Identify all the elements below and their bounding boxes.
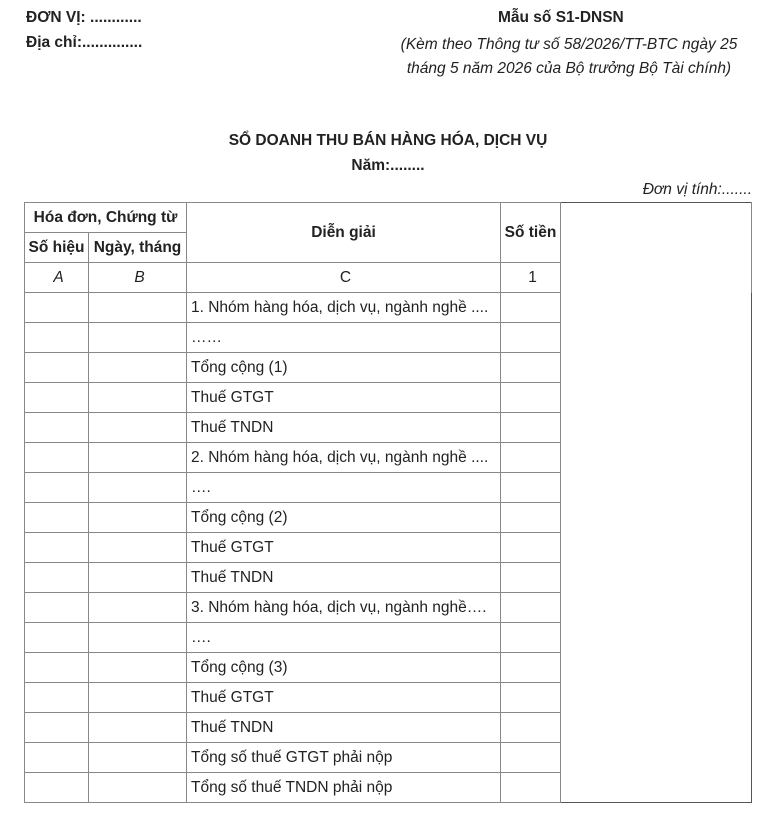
description-cell: 2. Nhóm hàng hóa, dịch vụ, ngành nghề ....: [187, 443, 501, 473]
invoice-number-cell: [25, 473, 89, 503]
amount-header: Số tiền: [501, 203, 561, 263]
invoice-number-cell: [25, 323, 89, 353]
table-row: [25, 743, 752, 773]
invoice-number-cell: [25, 533, 89, 563]
table-row: [25, 593, 752, 623]
regulation-note: (Kèm theo Thông tư số 58/2026/TT-BTC ngày 25 tháng 5 năm 2026 của Bộ trưởng Bộ Tài chính): [400, 36, 738, 77]
description-cell: Thuế GTGT: [187, 683, 501, 713]
invoice-date-cell: [89, 773, 187, 803]
description-cell: Tổng cộng (1): [187, 353, 501, 383]
invoice-date-cell: [89, 473, 187, 503]
invoice-number-cell: [25, 413, 89, 443]
description-cell: Tổng cộng (2): [187, 503, 501, 533]
amount-cell: [501, 623, 561, 653]
table-row: [25, 563, 752, 593]
table-row: [25, 623, 752, 653]
invoice-number-cell: [25, 353, 89, 383]
invoice-number-cell: [25, 683, 89, 713]
invoice-number-cell: [25, 593, 89, 623]
invoice-number-cell: [25, 503, 89, 533]
table-row: [25, 353, 752, 383]
invoice-number-cell: [25, 623, 89, 653]
amount-cell: [501, 683, 561, 713]
invoice-number-cell: [25, 773, 89, 803]
amount-cell: [501, 353, 561, 383]
invoice-date-cell: [89, 503, 187, 533]
invoice-date-cell: [89, 683, 187, 713]
description-cell: Tổng cộng (3): [187, 653, 501, 683]
invoice-number-cell: [25, 293, 89, 323]
amount-cell: [501, 743, 561, 773]
invoice-date-cell: [89, 563, 187, 593]
invoice-date-cell: [89, 713, 187, 743]
invoice-date-cell: [89, 443, 187, 473]
invoice-date-cell: [89, 623, 187, 653]
description-cell: 3. Nhóm hàng hóa, dịch vụ, ngành nghề….: [187, 593, 501, 623]
invoice-group-header: Hóa đơn, Chứng từ: [25, 203, 187, 233]
code-1: 1: [501, 263, 561, 293]
description-cell: Thuế TNDN: [187, 563, 501, 593]
amount-cell: [501, 773, 561, 803]
amount-cell: [501, 473, 561, 503]
description-cell: Thuế TNDN: [187, 713, 501, 743]
amount-cell: [501, 323, 561, 353]
amount-cell: [501, 383, 561, 413]
invoice-number-header: Số hiệu: [25, 233, 89, 263]
unit-label: ĐƠN VỊ: ............: [26, 9, 142, 26]
table-row: [25, 413, 752, 443]
invoice-number-cell: [25, 713, 89, 743]
table-row: [25, 533, 752, 563]
amount-cell: [501, 593, 561, 623]
invoice-date-cell: [89, 323, 187, 353]
table-row: [25, 323, 752, 353]
invoice-number-cell: [25, 743, 89, 773]
table-row: [25, 683, 752, 713]
code-b: B: [89, 263, 187, 293]
table-row: [25, 293, 752, 323]
table-row: [25, 443, 752, 473]
amount-cell: [501, 533, 561, 563]
form-code: Mẫu số S1-DNSN: [498, 9, 624, 26]
description-cell: Tổng số thuế GTGT phải nộp: [187, 743, 501, 773]
description-cell: Thuế TNDN: [187, 413, 501, 443]
description-cell: 1. Nhóm hàng hóa, dịch vụ, ngành nghề ....: [187, 293, 501, 323]
table-header-row: [25, 203, 752, 233]
invoice-date-cell: [89, 353, 187, 383]
invoice-date-cell: [89, 293, 187, 323]
amount-cell: [501, 293, 561, 323]
code-c: C: [187, 263, 501, 293]
invoice-number-cell: [25, 563, 89, 593]
table-row: [25, 713, 752, 743]
invoice-number-cell: [25, 383, 89, 413]
code-a: A: [25, 263, 89, 293]
blank-right-column: [561, 203, 752, 293]
description-cell: ……: [187, 323, 501, 353]
table-row: [25, 383, 752, 413]
currency-unit-label: Đơn vị tính:.......: [642, 181, 752, 198]
table-row: [25, 473, 752, 503]
description-cell: ….: [187, 473, 501, 503]
amount-cell: [501, 653, 561, 683]
amount-cell: [501, 713, 561, 743]
invoice-date-cell: [89, 653, 187, 683]
amount-cell: [501, 443, 561, 473]
invoice-number-cell: [25, 443, 89, 473]
invoice-date-cell: [89, 413, 187, 443]
invoice-date-cell: [89, 533, 187, 563]
amount-cell: [501, 413, 561, 443]
address-label: Địa chỉ:..............: [26, 34, 143, 51]
document-title: SỔ DOANH THU BÁN HÀNG HÓA, DỊCH VỤ: [228, 132, 548, 149]
revenue-ledger-table: [24, 202, 752, 803]
description-cell: Thuế GTGT: [187, 533, 501, 563]
table-row: [25, 503, 752, 533]
amount-cell: [501, 563, 561, 593]
invoice-date-header: Ngày, tháng: [89, 233, 187, 263]
table-row: [25, 773, 752, 803]
description-cell: ….: [187, 623, 501, 653]
amount-cell: [501, 503, 561, 533]
invoice-date-cell: [89, 743, 187, 773]
invoice-number-cell: [25, 653, 89, 683]
description-header: Diễn giải: [187, 203, 501, 263]
table-row: [25, 653, 752, 683]
description-cell: Thuế GTGT: [187, 383, 501, 413]
description-cell: Tổng số thuế TNDN phải nộp: [187, 773, 501, 803]
year-line: Năm:........: [351, 157, 425, 174]
invoice-date-cell: [89, 593, 187, 623]
invoice-date-cell: [89, 383, 187, 413]
